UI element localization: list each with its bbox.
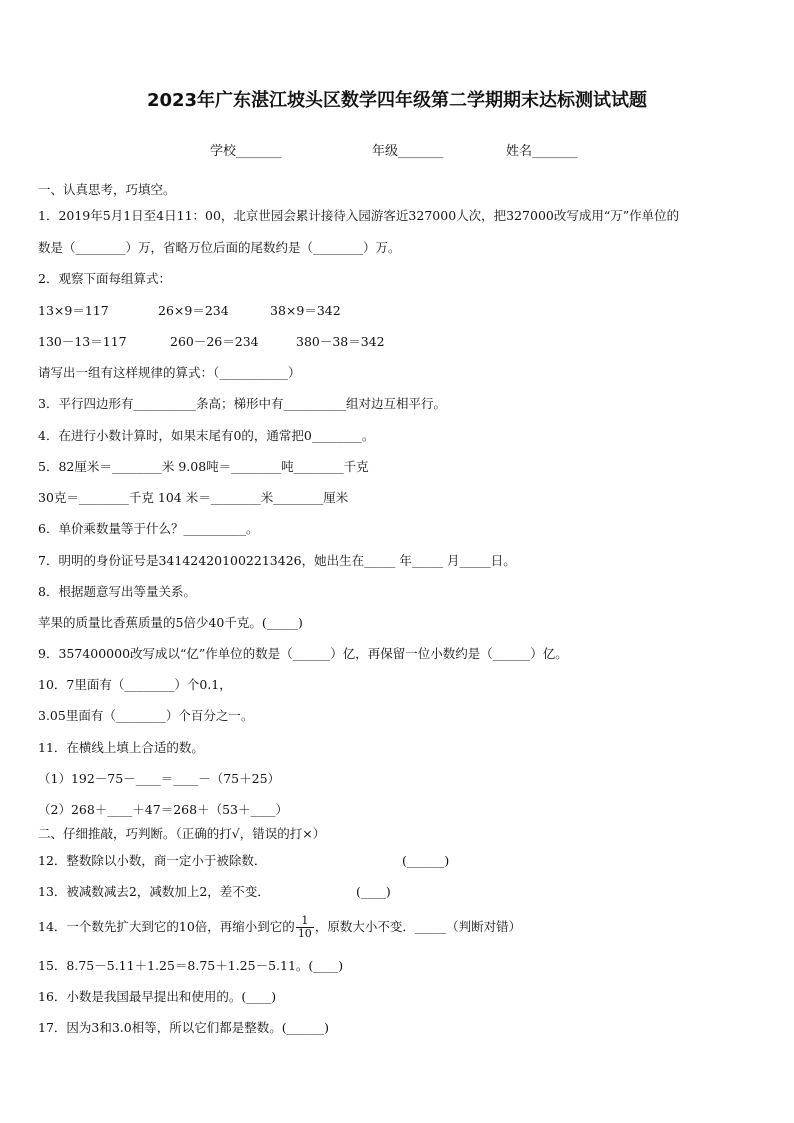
question-11-part-2: （2）268＋____＋47＝268＋（53＋____）	[38, 802, 288, 817]
question-10-line-b: 3.05里面有（________）个百分之一。	[38, 708, 254, 723]
question-17: 17．因为3和3.0相等，所以它们都是整数。(______)	[38, 1020, 329, 1035]
q2-row2-col2: 260－26＝234	[170, 334, 259, 349]
question-10-line-a: 10．7里面有（________）个0.1，	[38, 677, 232, 692]
question-16: 16．小数是我国最早提出和使用的。(____)	[38, 989, 277, 1004]
fraction-one-tenth	[296, 915, 314, 940]
grade-field	[372, 140, 444, 159]
question-2-answer: 请写出一组有这样规律的算式：（___________）	[38, 365, 301, 380]
question-2: 2．观察下面每组算式：	[38, 271, 171, 286]
name-label: 姓名	[506, 144, 533, 159]
question-9: 9．357400000改写成以“亿”作单位的数是（______）亿，再保留一位小数约是（______）亿。	[38, 646, 568, 661]
grade-blank[interactable]: _______	[398, 144, 444, 159]
question-13-answer-paren[interactable]: (____)	[356, 884, 391, 899]
question-14	[38, 915, 521, 940]
question-1-line-a: 1．2019年5月1日至4日11：00，北京世园会累计接待入园游客近327000人次，把327000改写成用“万”作单位的	[38, 208, 680, 223]
question-12: 12．整数除以小数，商一定小于被除数．	[38, 853, 267, 868]
question-5-line-a: 5．82厘米＝________米 9.08吨＝________吨________千克	[38, 459, 369, 474]
section-2-heading: 二、仔细推敲，巧判断。（正确的打√，错误的打×）	[38, 826, 326, 841]
question-5-line-b: 30克＝________千克 104 米＝________米________厘米	[38, 490, 349, 505]
question-12-answer-paren[interactable]: (______)	[402, 853, 450, 868]
question-13: 13．被减数减去2，减数加上2，差不变．	[38, 884, 270, 899]
question-8: 8．根据题意写出等量关系。	[38, 584, 196, 599]
fraction-numerator: 1	[296, 915, 314, 928]
q2-row1-col1: 13×9＝117	[38, 303, 109, 318]
q2-row2-col3: 380－38＝342	[296, 334, 385, 349]
question-8-sub: 苹果的质量比香蕉质量的5倍少40千克。(_____)	[38, 615, 303, 630]
page-title: 2023年广东湛江坡头区数学四年级第二学期期末达标测试试题	[146, 90, 648, 111]
name-field	[506, 140, 578, 159]
school-label: 学校	[210, 144, 237, 159]
question-15: 15．8.75－5.11＋1.25＝8.75＋1.25－5.11。(____)	[38, 958, 344, 973]
question-14-prefix: 14．一个数先扩大到它的10倍，再缩小到它的	[38, 919, 295, 934]
question-14-suffix: ，原数大小不变．_____（判断对错）	[314, 919, 522, 934]
name-blank[interactable]: _______	[532, 144, 578, 159]
q2-row2-col1: 130－13＝117	[38, 334, 127, 349]
school-field	[210, 140, 282, 159]
school-blank[interactable]: _______	[236, 144, 282, 159]
fraction-denominator: 10	[297, 927, 312, 940]
question-7: 7．明明的身份证号是341424201002213426，她出生在_____ 年_____ 月_____日。	[38, 553, 516, 568]
question-4: 4．在进行小数计算时，如果末尾有0的，通常把0________。	[38, 428, 375, 443]
question-11-part-1: （1）192－75－____＝____－（75＋25）	[38, 771, 281, 786]
grade-label: 年级	[372, 144, 399, 159]
question-11: 11．在横线上填上合适的数。	[38, 740, 204, 755]
q2-row1-col2: 26×9＝234	[158, 303, 229, 318]
section-1-heading: 一、认真思考，巧填空。	[38, 182, 176, 197]
question-6: 6．单价乘数量等于什么？__________。	[38, 521, 259, 536]
q2-row1-col3: 38×9＝342	[270, 303, 341, 318]
question-3: 3．平行四边形有__________条高；梯形中有__________组对边互相平行。	[38, 396, 446, 411]
question-1-line-b: 数是（________）万，省略万位后面的尾数约是（________）万。	[38, 240, 401, 255]
